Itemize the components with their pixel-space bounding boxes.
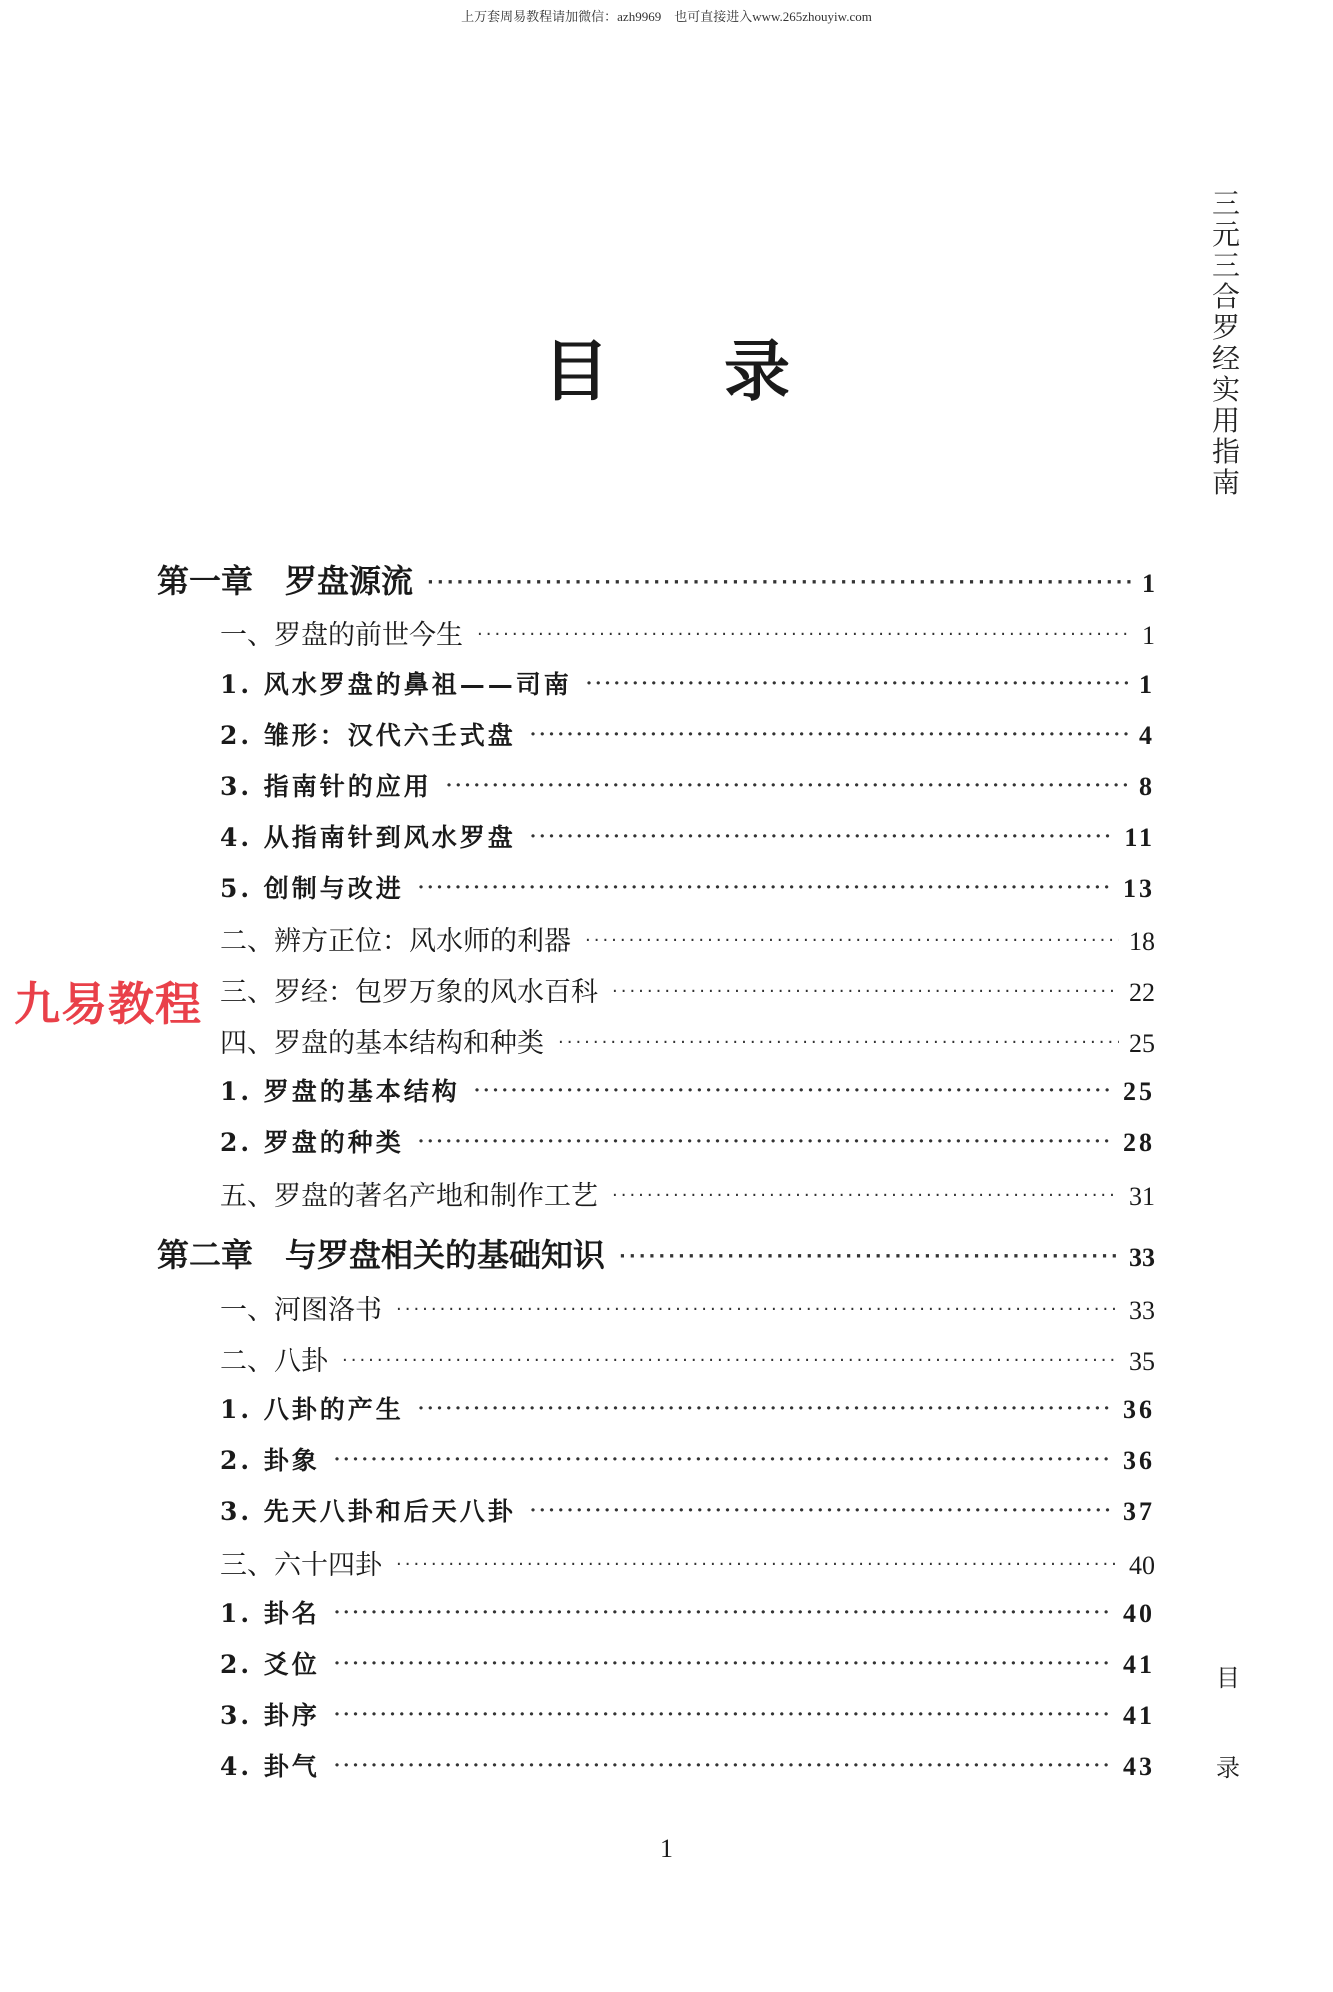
toc-chapter[interactable] <box>157 556 1155 602</box>
toc-leader <box>396 1299 1119 1320</box>
toc-leader <box>418 1131 1113 1152</box>
toc-page: 1 <box>1142 621 1155 650</box>
toc-page: 4 <box>1139 721 1155 750</box>
toc-page: 8 <box>1139 772 1155 801</box>
toc-label: 1. 罗盘的基本结构 <box>220 1077 460 1106</box>
toc-label: 第二章 与罗盘相关的基础知识 <box>157 1236 606 1274</box>
toc-section[interactable] <box>220 1288 1155 1327</box>
side-section-label: 录 <box>1216 1754 1240 1782</box>
toc-label: 四、罗盘的基本结构和种类 <box>220 1028 544 1059</box>
toc-subsection[interactable] <box>220 1594 1155 1630</box>
toc-leader <box>530 724 1129 745</box>
toc-page: 43 <box>1123 1752 1155 1781</box>
toc-label: 一、罗盘的前世今生 <box>220 620 463 651</box>
page-number: 1 <box>660 1834 673 1863</box>
toc-subsection[interactable] <box>220 818 1155 854</box>
toc-page: 35 <box>1129 1347 1155 1376</box>
toc-leader <box>558 1032 1119 1053</box>
toc-subsection[interactable] <box>220 1747 1155 1783</box>
toc-label: 2. 雏形：汉代六壬式盘 <box>220 721 516 750</box>
toc-leader <box>477 624 1132 645</box>
toc-label: 三、六十四卦 <box>220 1550 382 1581</box>
toc-label: 5. 创制与改进 <box>220 874 404 903</box>
toc-section[interactable] <box>220 613 1155 652</box>
toc-subsection[interactable] <box>220 1441 1155 1477</box>
toc-leader <box>334 1449 1113 1470</box>
toc-leader <box>334 1653 1113 1674</box>
toc-label: 二、八卦 <box>220 1346 328 1377</box>
toc-leader <box>334 1704 1113 1725</box>
toc-leader <box>530 1500 1113 1521</box>
toc-label: 二、辨方正位：风水师的利器 <box>220 926 571 957</box>
toc-leader <box>446 775 1129 796</box>
toc-leader <box>427 572 1132 593</box>
toc-section[interactable] <box>220 1021 1155 1060</box>
toc-subsection[interactable] <box>220 1390 1155 1426</box>
toc-section[interactable] <box>220 970 1155 1009</box>
toc-leader <box>396 1554 1119 1575</box>
toc-leader <box>612 1185 1119 1206</box>
toc-page: 33 <box>1129 1243 1155 1272</box>
toc-label: 一、河图洛书 <box>220 1295 382 1326</box>
toc-page: 1 <box>1139 670 1155 699</box>
toc-leader <box>418 877 1113 898</box>
toc-page: 11 <box>1124 823 1155 852</box>
toc-page: 13 <box>1123 874 1155 903</box>
toc-label: 3. 指南针的应用 <box>220 772 432 801</box>
toc-label: 2. 罗盘的种类 <box>220 1128 404 1157</box>
toc-label: 三、罗经：包罗万象的风水百科 <box>220 977 598 1008</box>
toc-page: 33 <box>1129 1296 1155 1325</box>
toc-label: 2. 爻位 <box>220 1650 320 1679</box>
toc-label: 五、罗盘的著名产地和制作工艺 <box>220 1181 598 1212</box>
toc-label: 1. 风水罗盘的鼻祖——司南 <box>220 670 572 699</box>
toc-label: 4. 从指南针到风水罗盘 <box>220 823 516 852</box>
toc-page: 25 <box>1129 1029 1155 1058</box>
page-title: 目录 <box>543 333 905 410</box>
toc-leader <box>585 930 1119 951</box>
toc-page: 40 <box>1123 1599 1155 1628</box>
toc-page: 37 <box>1123 1497 1155 1526</box>
toc-subsection[interactable] <box>220 665 1155 701</box>
side-section-label: 目 <box>1216 1664 1240 1692</box>
toc-page: 36 <box>1123 1446 1155 1475</box>
toc-leader <box>418 1398 1113 1419</box>
toc-subsection[interactable] <box>220 1645 1155 1681</box>
toc-subsection[interactable] <box>220 767 1155 803</box>
toc-section[interactable] <box>220 1339 1155 1378</box>
toc-label: 2. 卦象 <box>220 1446 320 1475</box>
toc-leader <box>530 826 1115 847</box>
toc-leader <box>334 1602 1113 1623</box>
toc-section[interactable] <box>220 1543 1155 1582</box>
toc-page: 22 <box>1129 978 1155 1007</box>
toc-subsection[interactable] <box>220 869 1155 905</box>
toc-subsection[interactable] <box>220 1123 1155 1159</box>
toc-label: 3. 先天八卦和后天八卦 <box>220 1497 516 1526</box>
toc-page: 18 <box>1129 927 1155 956</box>
toc-label: 4. 卦气 <box>220 1752 320 1781</box>
top-banner: 上万套周易教程请加微信：azh9969 也可直接进入www.265zhouyiw.com <box>461 9 872 24</box>
toc-leader <box>586 673 1129 694</box>
toc-chapter[interactable] <box>157 1230 1155 1276</box>
toc-section[interactable] <box>220 919 1155 958</box>
toc-label: 1. 卦名 <box>220 1599 320 1628</box>
side-book-title: 三元三合罗经实用指南 <box>1211 187 1240 499</box>
toc-page: 40 <box>1129 1551 1155 1580</box>
toc-page: 28 <box>1123 1128 1155 1157</box>
toc-leader <box>619 1246 1119 1267</box>
toc-label: 1. 八卦的产生 <box>220 1395 404 1424</box>
toc-label: 第一章 罗盘源流 <box>157 562 414 600</box>
toc-subsection[interactable] <box>220 1492 1155 1528</box>
watermark-logo: 九易教程 <box>14 977 202 1031</box>
toc-leader <box>342 1350 1119 1371</box>
toc-leader <box>612 981 1119 1002</box>
toc-subsection[interactable] <box>220 1072 1155 1108</box>
toc-label: 3. 卦序 <box>220 1701 320 1730</box>
toc-page: 1 <box>1142 569 1155 598</box>
toc-leader <box>334 1755 1113 1776</box>
toc-subsection[interactable] <box>220 716 1155 752</box>
toc-leader <box>474 1080 1113 1101</box>
toc-page: 36 <box>1123 1395 1155 1424</box>
toc-section[interactable] <box>220 1174 1155 1213</box>
toc-subsection[interactable] <box>220 1696 1155 1732</box>
toc-page: 41 <box>1123 1650 1155 1679</box>
toc-page: 25 <box>1123 1077 1155 1106</box>
toc-page: 41 <box>1123 1701 1155 1730</box>
toc-page: 31 <box>1129 1182 1155 1211</box>
